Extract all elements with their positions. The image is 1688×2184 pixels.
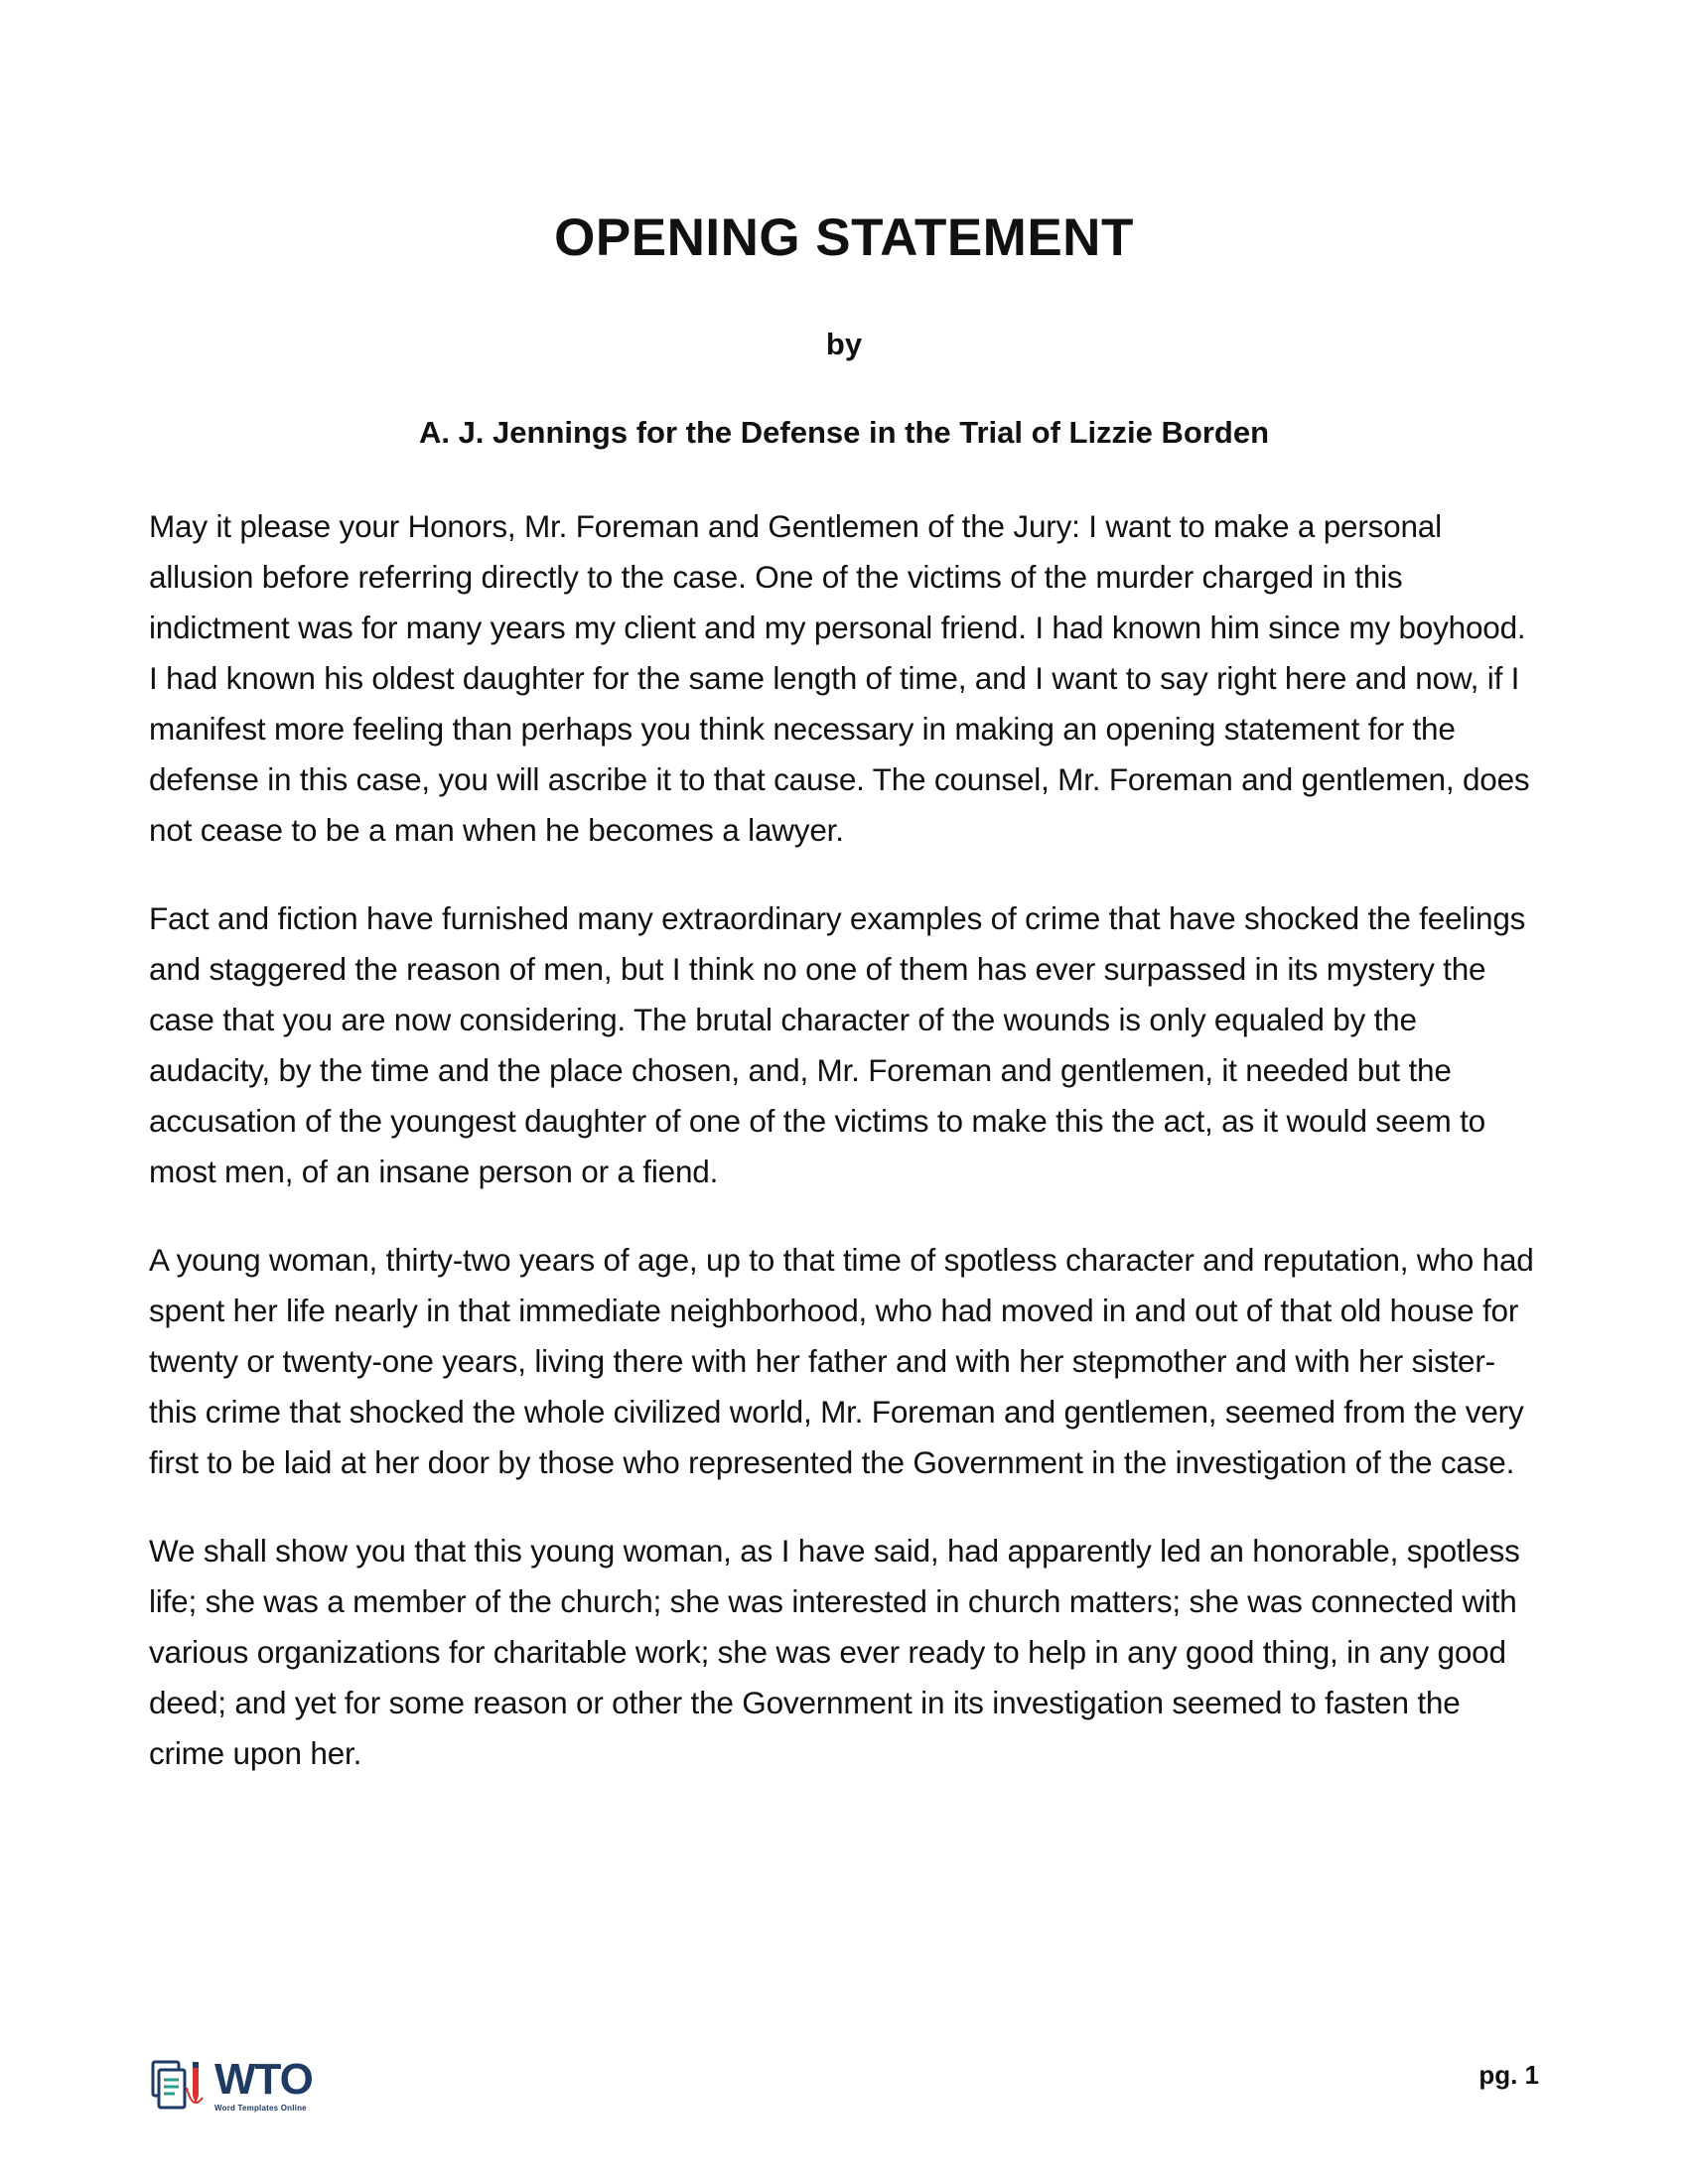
paragraph-1: May it please your Honors, Mr. Foreman and Gentlemen of the Jury: I want to make a personal allusion before referring directly to the case. One of the victims of the murder charged in this indictment was for many years my client and my personal friend. I had known him since my boyhood. I had known his oldest daughter for the same length of time, and I want to say right here and now, if I manifest more feeling than perhaps you think necessary in making an opening statement for the defense in this case, you will ascribe it to that cause. The counsel, Mr. Foreman and gentlemen, does not cease to be a man when he becomes a lawyer. [149,508,1530,848]
page-number: pg. 1 [1478,2060,1539,2090]
document-title: OPENING STATEMENT [554,208,1134,267]
logo-wordmark: WTO [214,2055,313,2104]
logo-tagline: Word Templates Online [214,2104,307,2113]
paragraph-4: We shall show you that this young woman, as I have said, had apparently led an honorable, spotless life; she was a member of the church; she was interested in church matters; she was connected with various organizations for charitable work; she was ever ready to help in any good thing, in any good deed; and yet for some reason or other the Government in its investigation seemed to fasten the crime upon her. [149,1533,1520,1771]
document-byline: by [825,327,863,361]
wto-logo [149,2055,328,2117]
paragraph-3: A young woman, thirty-two years of age, up to that time of spotless character and reputation, who had spent her life nearly in that immediate neighborhood, who had moved in and out of that old house for twenty or twenty-one years, living there with her father and with her stepmother and with her sister-this crime that shocked the whole civilized world, Mr. Foreman and gentlemen, seemed from the very first to be laid at her door by those who represented the Government in the investigation of the case. [149,1242,1534,1480]
document-icon [149,2058,212,2114]
document-subtitle: A. J. Jennings for the Defense in the Trial of Lizzie Borden [418,415,1270,450]
document-body [149,501,1539,1817]
paragraph-2: Fact and fiction have furnished many extraordinary examples of crime that have shocked the feelings and staggered the reason of men, but I think no one of them has ever surpassed in its mystery the case that you are now considering. The brutal character of the wounds is only equaled by the audacity, by the time and the place chosen, and, Mr. Foreman and gentlemen, it needed but the accusation of the youngest daughter of one of the victims to make this the act, as it would seem to most men, of an insane person or a fiend. [149,900,1526,1189]
